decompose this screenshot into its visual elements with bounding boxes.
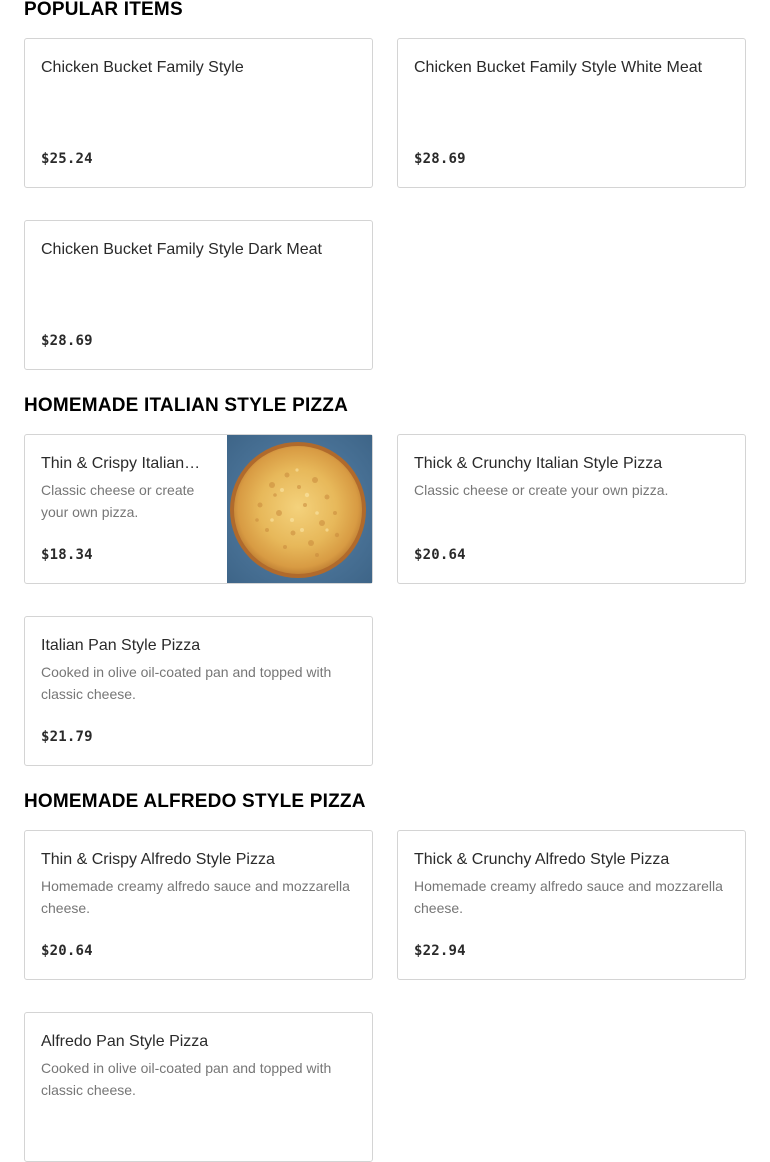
item-price: $28.69 (41, 333, 93, 349)
menu-item-card[interactable] (24, 1012, 373, 1162)
menu-item-card[interactable] (24, 434, 373, 584)
item-description: Classic cheese or create your own pizza. (41, 482, 195, 520)
section-title-alfredo-pizza: HOMEMADE ALFREDO STYLE PIZZA (24, 791, 366, 812)
item-price: $25.24 (41, 151, 93, 167)
menu-item-card[interactable] (397, 434, 746, 584)
item-name: Chicken Bucket Family Style Dark Meat (41, 241, 322, 258)
menu-item-card[interactable] (397, 38, 746, 188)
menu-item-card[interactable] (24, 616, 373, 766)
item-price: $20.64 (414, 547, 466, 563)
item-description: Homemade creamy alfredo sauce and mozzarella cheese. (41, 878, 350, 916)
section-title-popular-items: POPULAR ITEMS (24, 0, 183, 20)
item-name: Thick & Crunchy Alfredo Style Pizza (414, 851, 670, 868)
item-price: $21.79 (41, 729, 93, 745)
menu-item-card[interactable] (24, 38, 373, 188)
item-price: $22.94 (414, 943, 466, 959)
item-name: Thick & Crunchy Italian Style Pizza (414, 455, 663, 472)
item-name: Chicken Bucket Family Style (41, 59, 244, 76)
item-name: Thin & Crispy Alfredo Style Pizza (41, 851, 275, 868)
menu-item-card[interactable] (24, 220, 373, 370)
cheese-pizza-photo (227, 435, 372, 583)
item-price: $18.34 (41, 547, 93, 563)
pizza-illustration (227, 435, 372, 583)
item-description: Cooked in olive oil-coated pan and topped with classic cheese. (41, 1060, 332, 1098)
item-description: Classic cheese or create your own pizza. (414, 482, 669, 498)
section-title-italian-pizza: HOMEMADE ITALIAN STYLE PIZZA (24, 395, 349, 416)
item-price: $28.69 (414, 151, 466, 167)
item-name: Alfredo Pan Style Pizza (41, 1033, 209, 1050)
item-description: Cooked in olive oil-coated pan and topped with classic cheese. (41, 664, 332, 702)
item-name: Chicken Bucket Family Style White Meat (414, 59, 703, 76)
item-name: Thin & Crispy Italian… (41, 455, 201, 472)
menu-item-card[interactable] (24, 830, 373, 980)
item-description: Homemade creamy alfredo sauce and mozzarella cheese. (414, 878, 723, 916)
menu-item-card[interactable] (397, 830, 746, 980)
item-price: $20.64 (41, 943, 93, 959)
item-name: Italian Pan Style Pizza (41, 637, 201, 654)
